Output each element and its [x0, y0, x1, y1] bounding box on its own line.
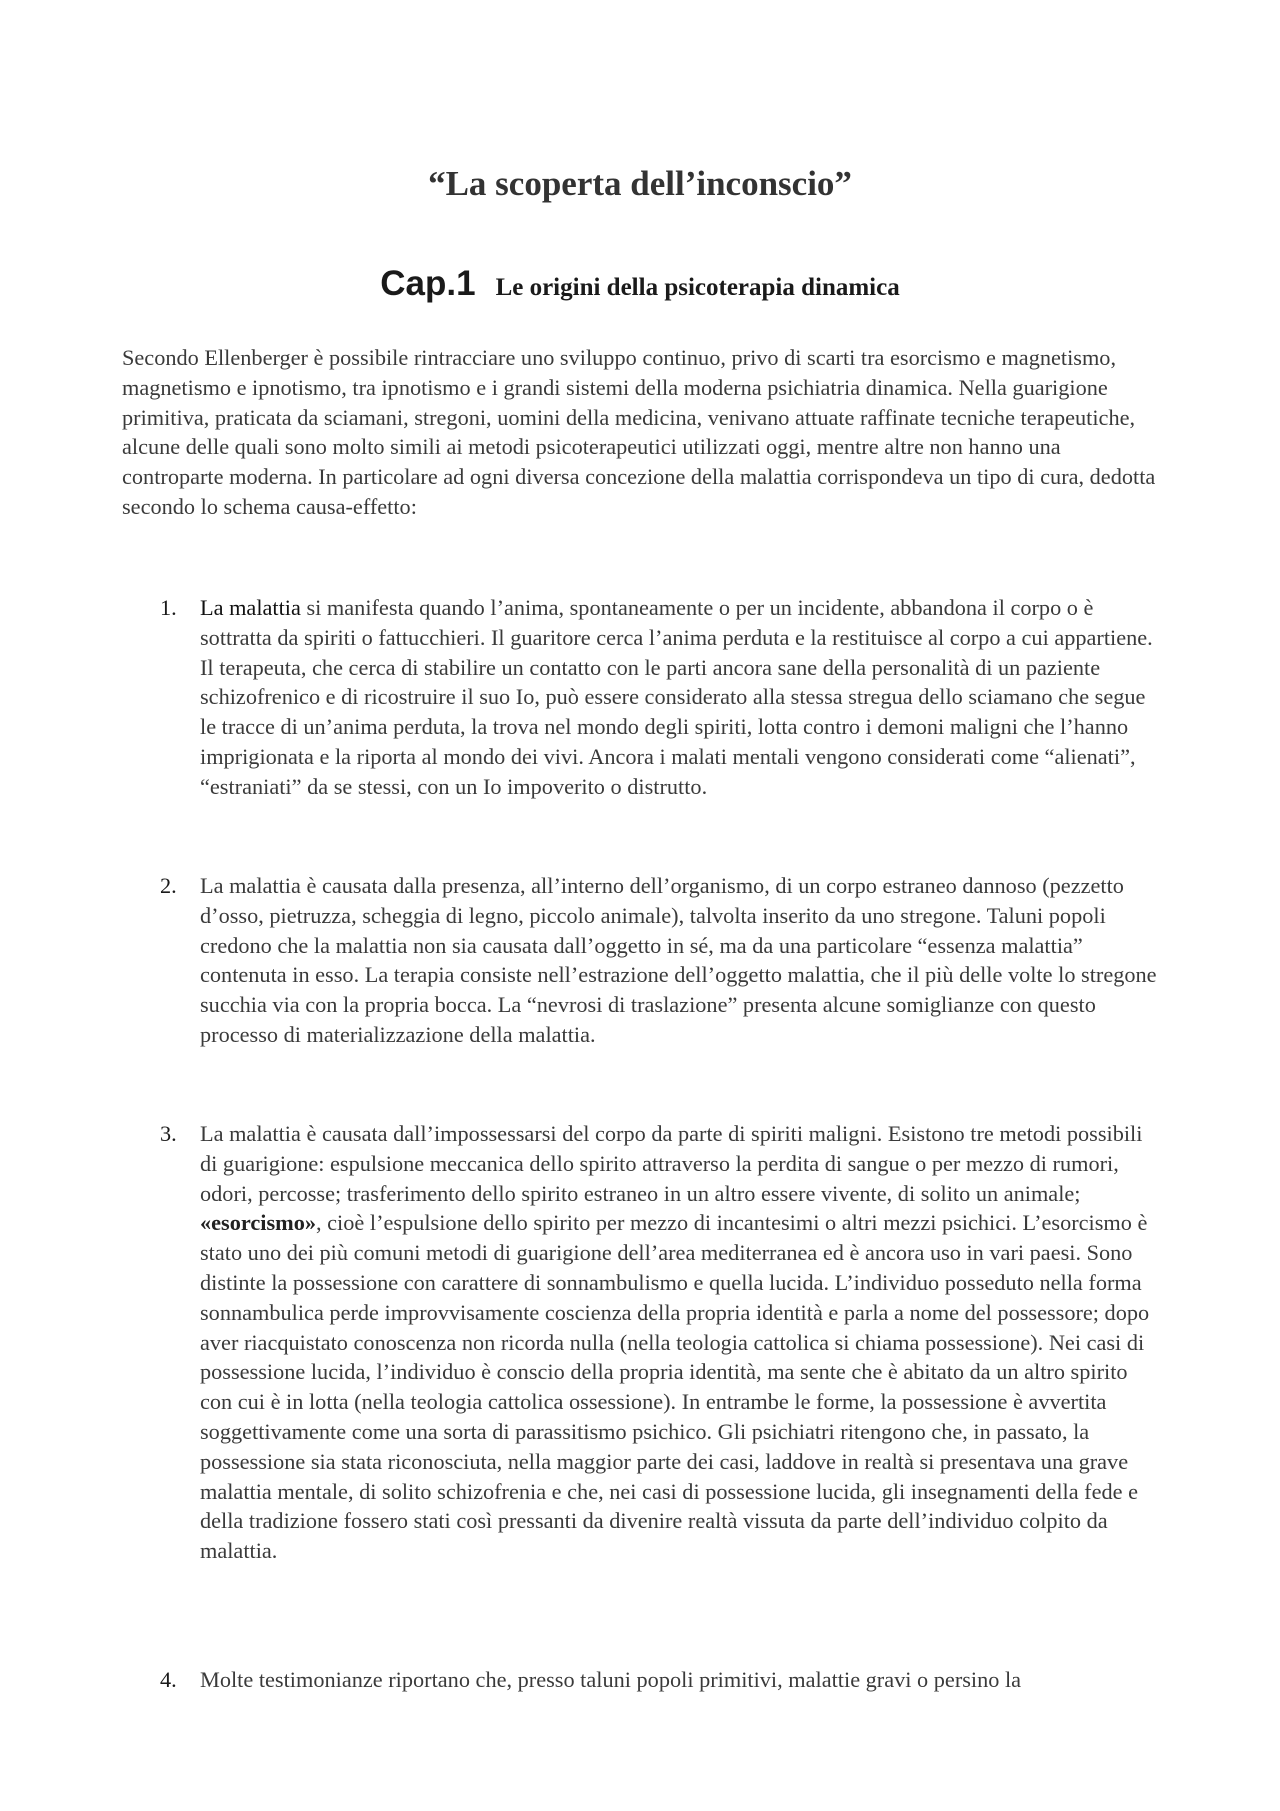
- list-item-text: [200, 1119, 1162, 1566]
- list-item-body: si manifesta quando l’anima, spontaneamente o per un incidente, abbandona il corpo o è sottratta da spiriti o fattucchieri. Il guaritore cerca l’anima perduta e la restituisce al corpo a cui appartiene. Il terapeuta, che cerca di stabilire un contatto con le parti ancora sane della personalità di un paziente schizofrenico e di ricostruire il suo Io, può essere considerato alla stessa stregua dello sciamano che segue le tracce di un’anima perduta, la trova nel mondo degli spiriti, lotta contro i demoni maligni che l’hanno imprigionata e la riporta al mondo dei vivi. Ancora i malati mentali vengono considerati come “alienati”, “estraniati” da se stessi, con un Io impoverito o distrutto.: [200, 595, 1153, 799]
- list-item-text: Molte testimonianze riportano che, presso taluni popoli primitivi, malattie gravi o persino la: [200, 1667, 1022, 1692]
- list-item-number: 3.: [160, 1121, 177, 1146]
- chapter-heading: [0, 262, 1280, 310]
- chapter-title: Le origini della psicoterapia dinamica: [495, 274, 900, 301]
- list-item-lead: La malattia: [200, 595, 301, 620]
- list-item-text: [200, 593, 1162, 802]
- intro-paragraph: Secondo Ellenberger è possibile rintracciare uno sviluppo continuo, privo di scarti tra esorcismo e magnetismo, magnetismo e ipnotismo, tra ipnotismo e i grandi sistemi della moderna psichiatria dinamica. Nella guarigione primitiva, praticata da sciamani, stregoni, uomini della medicina, venivano attuate raffinate tecniche terapeutiche, alcune delle quali sono molto simili ai metodi psicoterapeutici utilizzati oggi, mentre altre non hanno una controparte moderna. In particolare ad ogni diversa concezione della malattia corrispondeva un tipo di cura, dedotta secondo lo schema causa-effetto:: [122, 345, 1156, 519]
- list-item-number: 2.: [160, 873, 177, 898]
- list-item-body-before: La malattia è causata dall’impossessarsi del corpo da parte di spiriti maligni. Esistono tre metodi possibili di guarigione: espulsione meccanica dello spirito attraverso la perdita di sangue o per mezzo di rumori, odori, percosse; trasferimento dello spirito estraneo in un altro essere vivente, di solito un animale;: [200, 1121, 1143, 1206]
- chapter-number: Cap.1: [380, 264, 476, 303]
- document-title: “La scoperta dell’inconscio”: [428, 164, 852, 203]
- list-item-body-after: , cioè l’espulsione dello spirito per mezzo di incantesimi o altri mezzi psichici. L’esorcismo è stato uno dei più comuni metodi di guarigione dell’area mediterranea ed è ancora uso in vari paesi. Sono distinte la possessione con carattere di sonnambulismo e quella lucida. L’individuo posseduto nella forma sonnambulica perde improvvisamente coscienza della propria identità e parla a nome del possessore; dopo aver riacquistato conoscenza non ricorda nulla (nella teologia cattolica si chiama possessione). Nei casi di possessione lucida, l’individuo è conscio della propria identità, ma sente che è abitato da un altro spirito con cui è in lotta (nella teologia cattolica ossessione). In entrambe le forme, la possessione è avvertita soggettivamente come una sorta di parassitismo psichico. Gli psichiatri ritengono che, in passato, la possessione sia stata riconosciuta, nella maggior parte dei casi, laddove in realtà si presentava una grave malattia mentale, di solito schizofrenia e che, nei casi di possessione lucida, gli insegnamenti della fede e della tradizione fossero stati così pressanti da divenire realtà vissuta da parte dell’individuo colpito da malattia.: [200, 1210, 1150, 1564]
- emphasis-esorcismo: «esorcismo»: [200, 1210, 317, 1236]
- list-item-text: La malattia è causata dalla presenza, all’interno dell’organismo, di un corpo estraneo dannoso (pezzetto d’osso, pietruzza, scheggia di legno, piccolo animale), talvolta inserito da uno stregone. Taluni popoli credono che la malattia non sia causata dall’oggetto in sé, ma da una particolare “essenza malattia” contenuta in esso. La terapia consiste nell’estrazione dell’oggetto malattia, che il più delle volte lo stregone succhia via con la propria bocca. La “nevrosi di traslazione” presenta alcune somiglianze con questo processo di materializzazione della malattia.: [200, 873, 1157, 1047]
- list-item-number: 1.: [160, 595, 177, 620]
- list-item-number: 4.: [160, 1667, 177, 1692]
